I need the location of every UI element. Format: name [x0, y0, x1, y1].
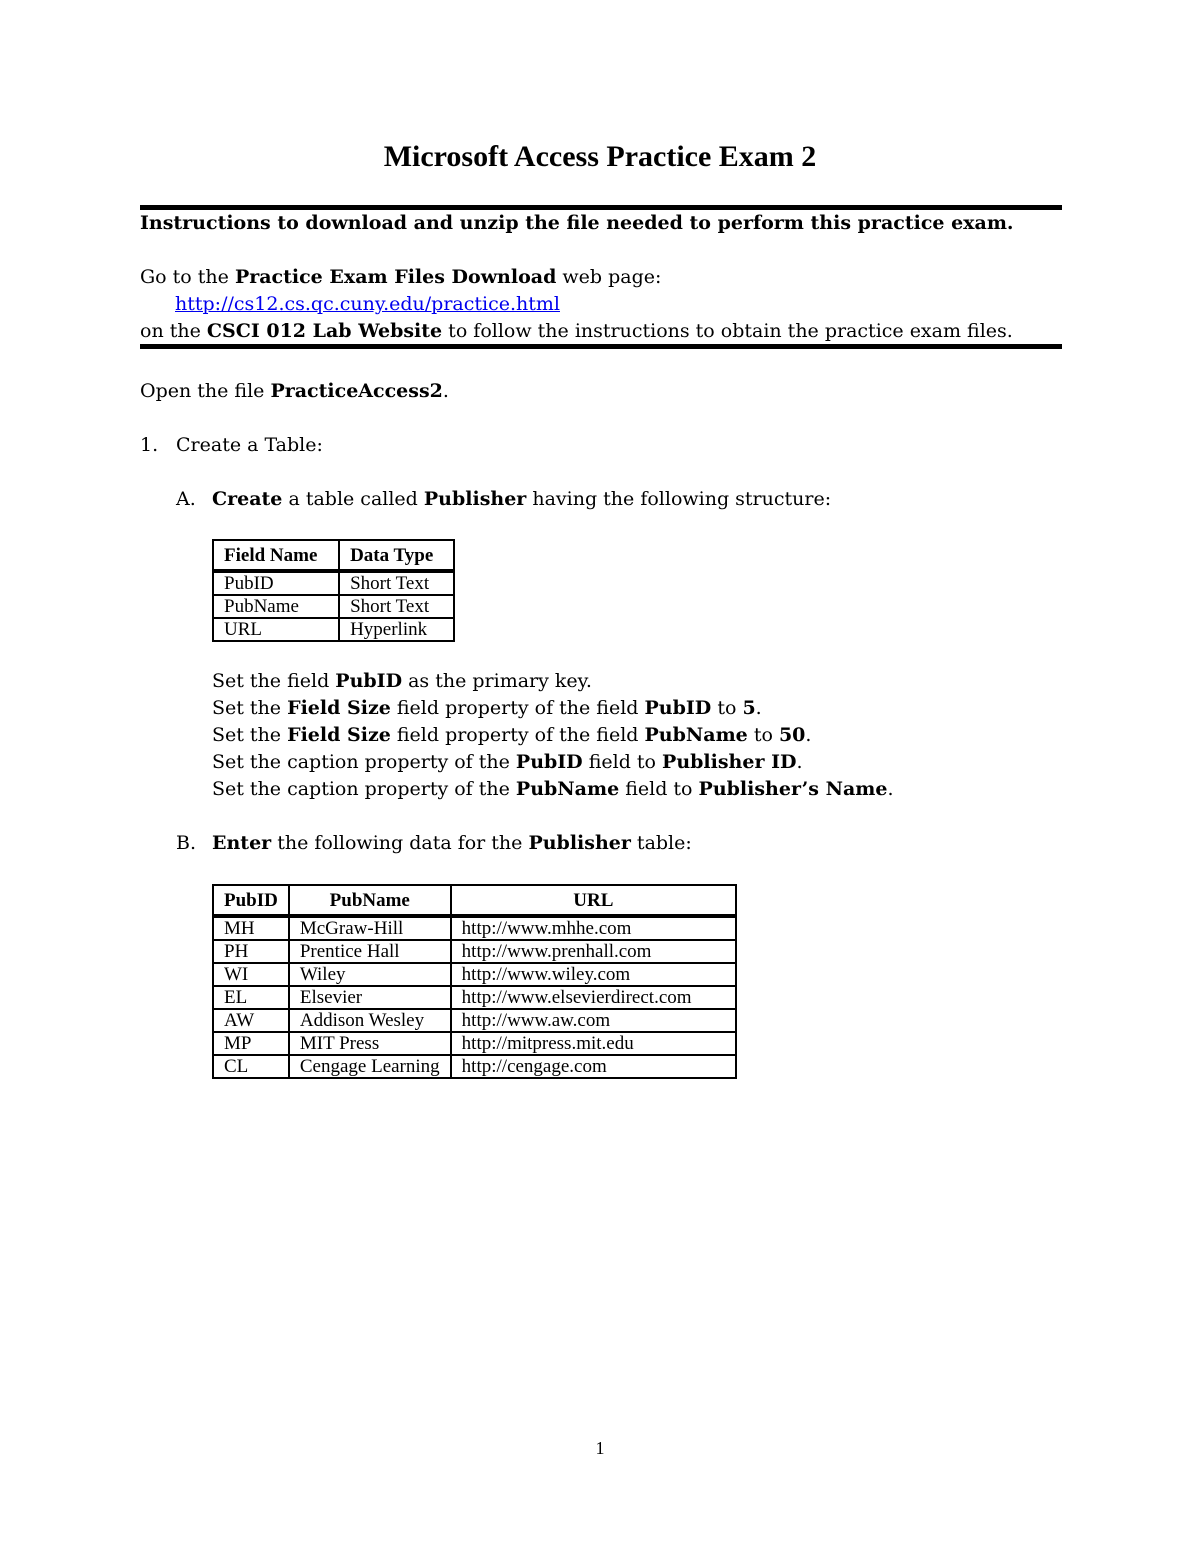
part-b-instruction	[212, 832, 692, 854]
table-cell: McGraw-Hill	[289, 916, 451, 940]
setting-line	[212, 724, 811, 746]
table-cell: Hyperlink	[339, 618, 454, 641]
table-cell: EL	[213, 986, 289, 1009]
setting-text: field property of the field	[390, 697, 645, 719]
publisher-header-cell: PubName	[289, 885, 451, 916]
table-cell: Elsevier	[289, 986, 451, 1009]
table-row	[213, 940, 736, 963]
on-prefix: on the	[140, 320, 207, 342]
instructions-heading: Instructions to download and unzip the file needed to perform this practice exam.	[140, 212, 1014, 234]
step-1-label: Create a Table:	[176, 434, 323, 456]
part-b-text-2: table:	[630, 832, 692, 854]
table-cell: http://www.prenhall.com	[451, 940, 736, 963]
table-cell: MP	[213, 1032, 289, 1055]
publisher-data-table	[212, 884, 737, 1079]
part-a-instruction	[212, 488, 831, 510]
table-cell: MH	[213, 916, 289, 940]
part-a-bold-2: Publisher	[423, 488, 527, 510]
open-file-name: PracticeAccess2	[270, 380, 443, 402]
table-cell: Cengage Learning	[289, 1055, 451, 1078]
setting-bold: PubID	[515, 751, 583, 773]
setting-text: to	[711, 697, 743, 719]
publisher-header-cell: URL	[451, 885, 736, 916]
table-row	[213, 1055, 736, 1078]
table-cell: http://www.elsevierdirect.com	[451, 986, 736, 1009]
table-cell: CL	[213, 1055, 289, 1078]
table-cell: Short Text	[339, 595, 454, 618]
setting-bold: Publisher ID	[662, 751, 797, 773]
part-b-bold-1: Enter	[212, 832, 272, 854]
setting-text: to	[747, 724, 779, 746]
bottom-divider	[140, 344, 1062, 349]
page-number: 1	[595, 1438, 605, 1458]
table-cell: http://www.wiley.com	[451, 963, 736, 986]
part-b-letter: B.	[176, 832, 197, 854]
table-cell: PubID	[213, 571, 339, 595]
setting-bold: PubName	[515, 778, 620, 800]
setting-bold: 5	[742, 697, 756, 719]
structure-header-cell: Field Name	[213, 540, 339, 571]
table-cell: http://cengage.com	[451, 1055, 736, 1078]
setting-text: .	[805, 724, 812, 746]
setting-text: Set the	[212, 697, 288, 719]
setting-line	[212, 697, 762, 719]
part-a-text-1: a table called	[282, 488, 424, 510]
table-cell: AW	[213, 1009, 289, 1032]
table-row	[213, 1009, 736, 1032]
goto-suffix: web page:	[556, 266, 662, 288]
table-cell: Prentice Hall	[289, 940, 451, 963]
goto-prefix: Go to the	[140, 266, 235, 288]
setting-line	[212, 751, 803, 773]
table-cell: MIT Press	[289, 1032, 451, 1055]
open-file-suffix: .	[442, 380, 449, 402]
part-a-letter: A.	[176, 488, 196, 510]
part-b-bold-2: Publisher	[528, 832, 631, 854]
table-row	[213, 916, 736, 940]
structure-table	[212, 539, 455, 642]
open-file-prefix: Open the file	[140, 380, 271, 402]
table-row	[213, 963, 736, 986]
table-cell: http://www.mhhe.com	[451, 916, 736, 940]
setting-text: Set the caption property of the	[212, 778, 516, 800]
lab-website-line	[140, 320, 1013, 342]
structure-table-header	[213, 540, 454, 571]
setting-line	[212, 670, 592, 692]
on-suffix: to follow the instructions to obtain the practice exam files.	[442, 320, 1013, 342]
setting-text: as the primary key.	[402, 670, 592, 692]
publisher-header-cell: PubID	[213, 885, 289, 916]
table-cell: http://mitpress.mit.edu	[451, 1032, 736, 1055]
setting-bold: Field Size	[287, 724, 391, 746]
setting-text: Set the caption property of the	[212, 751, 516, 773]
table-cell: URL	[213, 618, 339, 641]
setting-text: Set the field	[212, 670, 336, 692]
setting-text: field to	[619, 778, 699, 800]
structure-header-cell: Data Type	[339, 540, 454, 571]
practice-url-link[interactable]: http://cs12.cs.qc.cuny.edu/practice.html	[175, 293, 560, 315]
page-title: Microsoft Access Practice Exam 2	[383, 140, 817, 173]
open-file-line	[140, 380, 449, 402]
table-cell: WI	[213, 963, 289, 986]
setting-bold: PubName	[644, 724, 748, 746]
table-cell: Wiley	[289, 963, 451, 986]
setting-text: .	[887, 778, 894, 800]
setting-text: field property of the field	[390, 724, 645, 746]
setting-text: .	[755, 697, 762, 719]
table-cell: PH	[213, 940, 289, 963]
setting-text: .	[796, 751, 803, 773]
publisher-table-header	[213, 885, 736, 916]
table-row	[213, 571, 454, 595]
table-row	[213, 618, 454, 641]
setting-bold: 50	[778, 724, 806, 746]
setting-bold: Field Size	[287, 697, 391, 719]
setting-bold: PubID	[644, 697, 712, 719]
url-line	[175, 293, 560, 315]
goto-line	[140, 266, 661, 288]
setting-line	[212, 778, 894, 800]
setting-bold: Publisher’s Name	[698, 778, 888, 800]
table-row	[213, 1032, 736, 1055]
part-a-bold-1: Create	[212, 488, 283, 510]
lab-website-name: CSCI 012 Lab Website	[206, 320, 443, 342]
table-cell: Addison Wesley	[289, 1009, 451, 1032]
part-a-text-2: having the following structure:	[526, 488, 832, 510]
table-cell: http://www.aw.com	[451, 1009, 736, 1032]
goto-page-name: Practice Exam Files Download	[234, 266, 557, 288]
table-cell: PubName	[213, 595, 339, 618]
setting-text: field to	[582, 751, 663, 773]
step-1-number: 1.	[140, 434, 159, 456]
table-row	[213, 595, 454, 618]
top-divider	[140, 205, 1062, 210]
table-row	[213, 986, 736, 1009]
part-b-text-1: the following data for the	[271, 832, 529, 854]
table-cell: Short Text	[339, 571, 454, 595]
setting-bold: PubID	[335, 670, 403, 692]
setting-text: Set the	[212, 724, 288, 746]
